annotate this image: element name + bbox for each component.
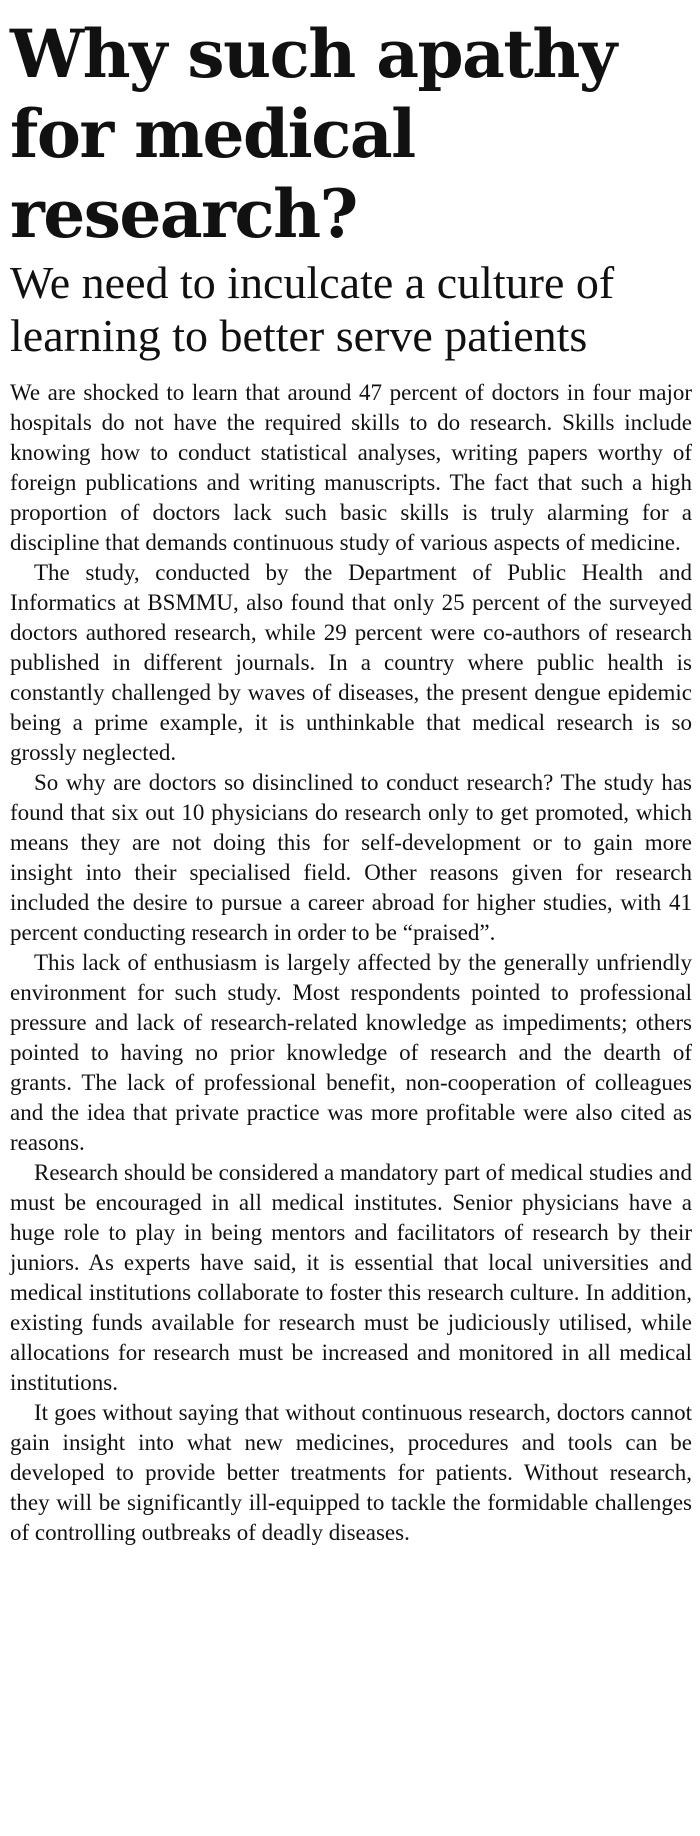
body-paragraph: It goes without saying that without continuous research, doctors cannot gain insight into what new medicines, procedures and tools can be developed to provide better treatments for patients. Without research, they will be significantly ill-equipped to tackle the formidable challenges of controlling outbreaks of deadly diseases.: [10, 1400, 692, 1545]
subheadline: We need to inculcate a culture of learning to better serve patients: [10, 257, 615, 361]
body-paragraph: Research should be considered a mandatory part of medical studies and must be encouraged in all medical institutes. Senior physicians have a huge role to play in being mentors and facilitators of research by their juniors. As experts have said, it is essential that local universities and medical institutions collaborate to foster this research culture. In addition, existing funds available for research must be judiciously utilised, while allocations for research must be increased and monitored in all medical institutions.: [10, 1160, 692, 1395]
headline: Why such apathy for medical research?: [10, 15, 616, 253]
editorial-article: [10, 14, 692, 1548]
body-paragraph: The study, conducted by the Department of Public Health and Informatics at BSMMU, also found that only 25 percent of the surveyed doctors authored research, while 29 percent were co-authors of research published in different journals. In a country where public health is constantly challenged by waves of diseases, the present dengue epidemic being a prime example, it is unthinkable that medical research is so grossly neglected.: [10, 560, 692, 765]
body-paragraph: So why are doctors so disinclined to conduct research? The study has found that six out 10 physicians do research only to get promoted, which means they are not doing this for self-development or to gain more insight into their specialised field. Other reasons given for research included the desire to pursue a career abroad for higher studies, with 41 percent conducting research in order to be “praised”.: [10, 770, 692, 945]
body-paragraph: This lack of enthusiasm is largely affected by the generally unfriendly environment for such study. Most respondents pointed to professional pressure and lack of research-related knowledge as impediments; others pointed to having no prior knowledge of research and the dearth of grants. The lack of professional benefit, non-cooperation of colleagues and the idea that private practice was more profitable were also cited as reasons.: [10, 950, 692, 1155]
body-paragraph: We are shocked to learn that around 47 percent of doctors in four major hospitals do not have the required skills to do research. Skills include knowing how to conduct statistical analyses, writing papers worthy of foreign publications and writing manuscripts. The fact that such a high proportion of doctors lack such basic skills is truly alarming for a discipline that demands continuous study of various aspects of medicine.: [10, 380, 692, 555]
article-body: [10, 378, 692, 1548]
